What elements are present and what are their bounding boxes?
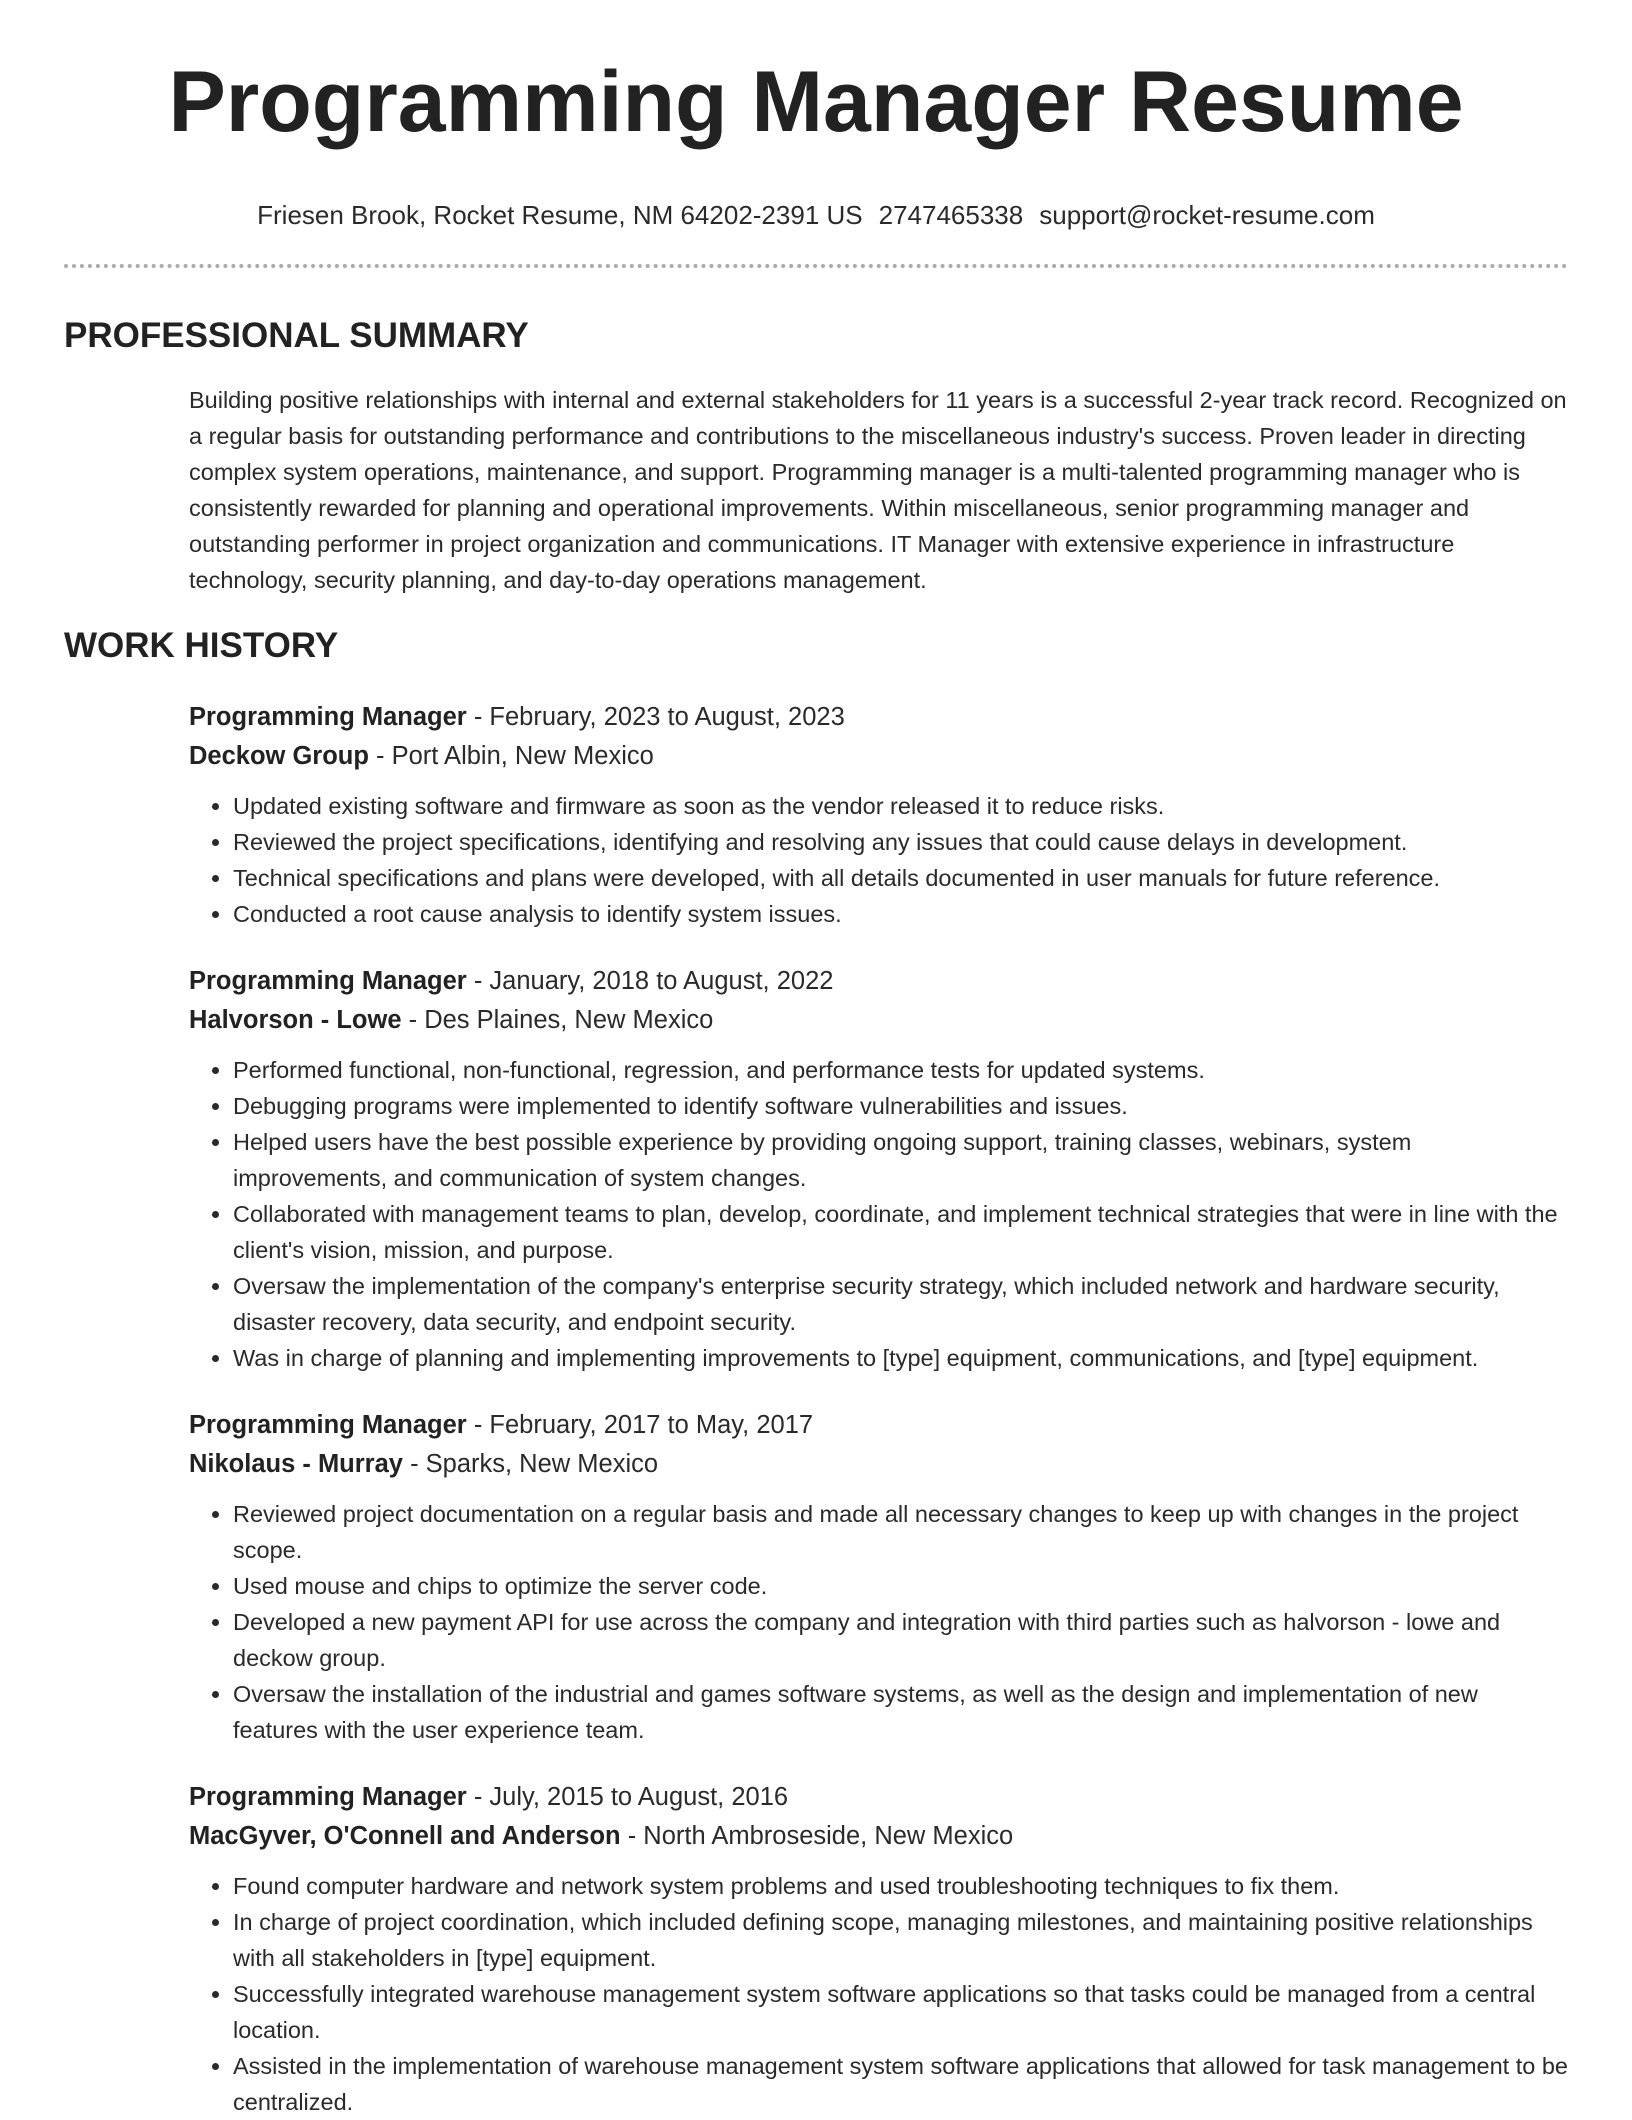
job-bullet: • Debugging programs were implemented to identify software vulnerabilities and issues.: [233, 1088, 1568, 1124]
job-bullets: [189, 1868, 1568, 2120]
work-history-list: [189, 698, 1568, 2120]
contact-address: Friesen Brook, Rocket Resume, NM 64202-2391 US: [257, 200, 863, 230]
contact-email: support@rocket-resume.com: [1039, 200, 1375, 230]
job-company: Nikolaus - Murray: [189, 1450, 403, 1478]
job-bullet: • Conducted a root cause analysis to identify system issues.: [233, 896, 1568, 932]
job-company-line: [189, 737, 1568, 776]
job-bullet: • Helped users have the best possible experience by providing ongoing support, training classes, webinars, system improvements, and communication of system changes.: [233, 1124, 1568, 1196]
job-company: Deckow Group: [189, 742, 369, 770]
job-title: Programming Manager: [189, 703, 467, 731]
job-bullet: • Successfully integrated warehouse management system software applications so that tasks could be managed from a central location.: [233, 1976, 1568, 2048]
job-dates: - January, 2018 to August, 2022: [466, 967, 834, 995]
job-bullet: • In charge of project coordination, which included defining scope, managing milestones, and maintaining positive relationships with all stakeholders in [type] equipment.: [233, 1904, 1568, 1976]
job-bullet: • Used mouse and chips to optimize the server code.: [233, 1568, 1568, 1604]
job-bullet: • Oversaw the implementation of the company's enterprise security strategy, which included network and hardware security, disaster recovery, data security, and endpoint security.: [233, 1268, 1568, 1340]
job-title-line: [189, 1778, 1568, 1817]
job-title-line: [189, 698, 1568, 737]
summary-text: Building positive relationships with internal and external stakeholders for 11 years is a successful 2-year track record. Recognized on a regular basis for outstanding performance and contributions to the miscellaneous industry's success. Proven leader in directing complex system operations, maintenance, and support. Programming manager is a multi-talented programming manager who is consistently rewarded for planning and operational improvements. Within miscellaneous, senior programming manager and outstanding performer in project organization and communications. IT Manager with extensive experience in infrastructure technology, security planning, and day-to-day operations management.: [189, 387, 1567, 593]
job-bullet: • Updated existing software and firmware as soon as the vendor released it to reduce risks.: [233, 788, 1568, 824]
job-entry: [189, 962, 1568, 1376]
job-bullet: • Was in charge of planning and implementing improvements to [type] equipment, communications, and [type] equipment.: [233, 1340, 1568, 1376]
job-location: - North Ambroseside, New Mexico: [620, 1822, 1014, 1850]
contact-info: [0, 198, 1632, 232]
job-bullet: • Developed a new payment API for use across the company and integration with third parties such as halvorson - lowe and deckow group.: [233, 1604, 1568, 1676]
job-bullet: • Collaborated with management teams to plan, develop, coordinate, and implement technical strategies that were in line with the client's vision, mission, and purpose.: [233, 1196, 1568, 1268]
job-location: - Port Albin, New Mexico: [368, 742, 654, 770]
job-title-line: [189, 1406, 1568, 1445]
job-title: Programming Manager: [189, 1783, 467, 1811]
job-company-line: [189, 1817, 1568, 1856]
section-heading-summary: PROFESSIONAL SUMMARY: [64, 316, 529, 355]
job-bullet: • Assisted in the implementation of warehouse management system software applications that allowed for task management to be centralized.: [233, 2048, 1568, 2120]
job-bullets: [189, 1496, 1568, 1748]
job-company: Halvorson - Lowe: [189, 1006, 402, 1034]
job-bullets: [189, 788, 1568, 932]
job-bullet: • Technical specifications and plans were developed, with all details documented in user manuals for future reference.: [233, 860, 1568, 896]
job-company-line: [189, 1445, 1568, 1484]
job-bullet: • Found computer hardware and network system problems and used troubleshooting techniques to fix them.: [233, 1868, 1568, 1904]
resume-title: Programming Manager Resume: [168, 54, 1464, 150]
job-company: MacGyver, O'Connell and Anderson: [189, 1822, 621, 1850]
job-title: Programming Manager: [189, 1411, 467, 1439]
job-bullet: • Oversaw the installation of the industrial and games software systems, as well as the design and implementation of new features with the user experience team.: [233, 1676, 1568, 1748]
job-location: - Des Plaines, New Mexico: [401, 1006, 714, 1034]
header-divider: [64, 264, 1568, 268]
job-title-line: [189, 962, 1568, 1001]
job-dates: - February, 2017 to May, 2017: [466, 1411, 814, 1439]
job-dates: - July, 2015 to August, 2016: [466, 1783, 789, 1811]
contact-phone: 2747465338: [878, 200, 1024, 230]
job-bullets: [189, 1052, 1568, 1376]
job-entry: [189, 698, 1568, 932]
job-location: - Sparks, New Mexico: [402, 1450, 659, 1478]
job-entry: [189, 1406, 1568, 1748]
job-company-line: [189, 1001, 1568, 1040]
job-title: Programming Manager: [189, 967, 467, 995]
job-entry: [189, 1778, 1568, 2120]
section-heading-work-history: WORK HISTORY: [64, 626, 339, 665]
job-bullet: • Performed functional, non-functional, regression, and performance tests for updated systems.: [233, 1052, 1568, 1088]
job-bullet: • Reviewed the project specifications, identifying and resolving any issues that could cause delays in development.: [233, 824, 1568, 860]
job-bullet: • Reviewed project documentation on a regular basis and made all necessary changes to keep up with changes in the project scope.: [233, 1496, 1568, 1568]
job-dates: - February, 2023 to August, 2023: [466, 703, 845, 731]
